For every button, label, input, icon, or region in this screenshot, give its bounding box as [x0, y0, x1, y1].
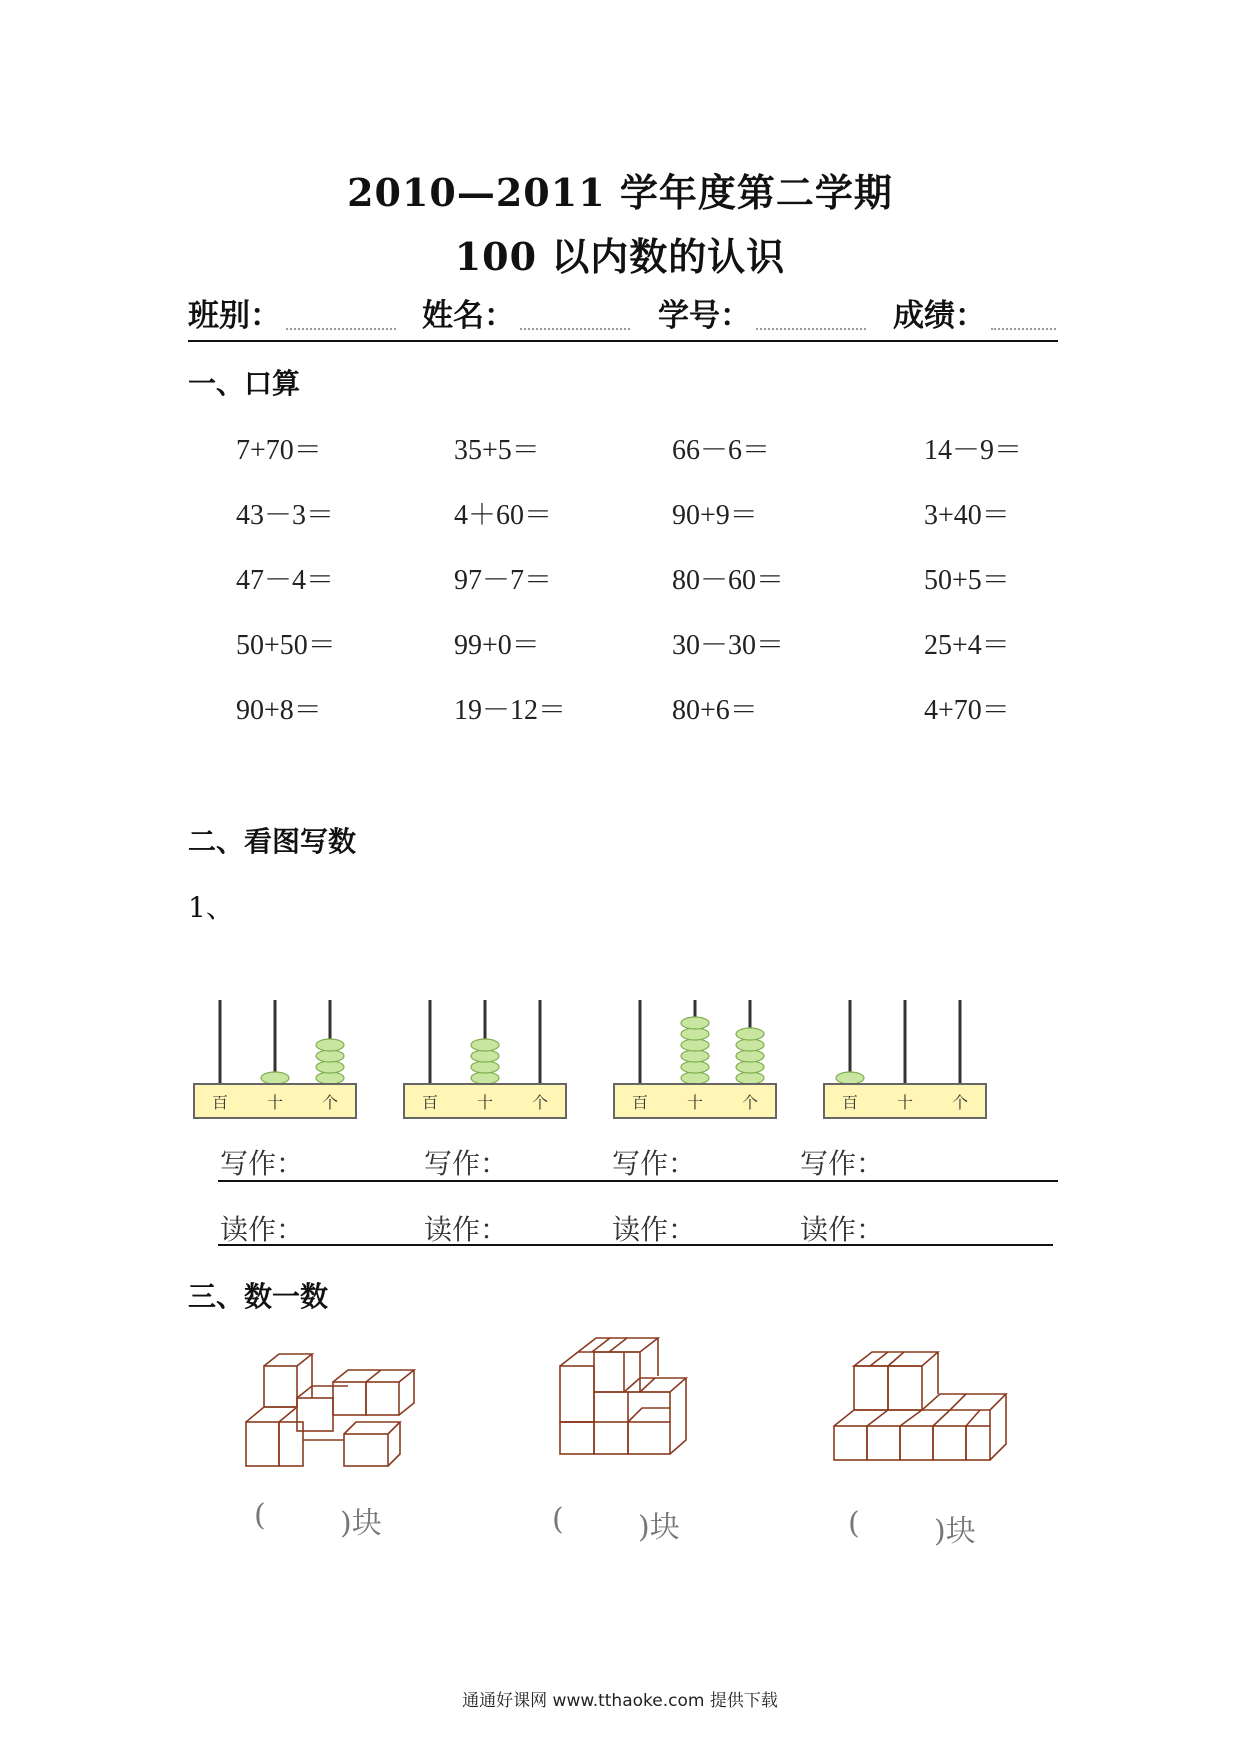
cube-figure — [550, 1336, 700, 1486]
problem: 47－4＝ — [236, 565, 335, 596]
name-label: 姓名： — [422, 298, 515, 334]
answer-blank[interactable] — [570, 1502, 632, 1542]
read-label: 读作： — [800, 1215, 885, 1246]
cube-figure — [830, 1336, 1010, 1486]
problem: 50+5＝ — [924, 565, 1010, 596]
write-label: 写作： — [220, 1149, 305, 1180]
abacus-bead — [261, 1072, 289, 1084]
abacus-bead — [836, 1072, 864, 1084]
score-label: 成绩： — [893, 298, 986, 334]
footer-source: 通通好课网 www.tthaoke.com 提供下载 — [462, 1691, 778, 1711]
section-title-count-blocks: 三、数一数 — [188, 1280, 329, 1313]
problem: 80+6＝ — [672, 695, 758, 726]
problem: 43－3＝ — [236, 500, 335, 531]
abacus-bead — [681, 1050, 709, 1062]
write-label: 写作： — [612, 1149, 697, 1180]
answer-blank[interactable] — [866, 1506, 928, 1546]
read-answer-line[interactable] — [218, 1244, 1053, 1246]
abacus — [400, 998, 570, 1126]
answer-open-paren: ( — [254, 1498, 266, 1533]
abacus-place-label: 百 — [421, 1093, 439, 1112]
problem: 30－30＝ — [672, 630, 785, 661]
answer-close-paren: )块 — [340, 1506, 382, 1541]
problem: 97－7＝ — [454, 565, 553, 596]
abacus-bead — [736, 1050, 764, 1062]
abacus-bead — [736, 1072, 764, 1084]
abacus-place-label: 百 — [841, 1093, 859, 1112]
abacus-bead — [316, 1050, 344, 1062]
answer-open-paren: ( — [848, 1506, 860, 1541]
page-subtitle: 100 以内数的认识 — [454, 234, 786, 279]
abacus — [610, 998, 780, 1126]
abacus — [820, 998, 990, 1126]
abacus-bead — [681, 1017, 709, 1029]
answer-close-paren: )块 — [934, 1514, 976, 1549]
abacus-place-label: 百 — [631, 1093, 649, 1112]
class-label: 班别： — [188, 298, 281, 334]
read-label: 读作： — [612, 1215, 697, 1246]
problem: 50+50＝ — [236, 630, 336, 661]
abacus-bead — [736, 1061, 764, 1073]
problem: 90+8＝ — [236, 695, 322, 726]
abacus-bead — [681, 1072, 709, 1084]
problem: 19－12＝ — [454, 695, 567, 726]
answer-close-paren: )块 — [638, 1510, 680, 1545]
abacus-place-label: 个 — [531, 1093, 549, 1112]
abacus-bead — [681, 1039, 709, 1051]
abacus-bead — [681, 1028, 709, 1040]
page-title: 2010—2011 学年度第二学期 — [347, 170, 893, 215]
abacus — [190, 998, 360, 1126]
abacus-place-label: 十 — [686, 1093, 704, 1112]
class-field[interactable] — [286, 326, 396, 330]
student-number-field[interactable] — [756, 326, 866, 330]
abacus-place-label: 十 — [896, 1093, 914, 1112]
problem: 14－9＝ — [924, 435, 1023, 466]
problem: 99+0＝ — [454, 630, 540, 661]
problem: 90+9＝ — [672, 500, 758, 531]
problem: 4＋60＝ — [454, 500, 553, 531]
student-info-row — [188, 290, 1058, 342]
abacus-place-label: 十 — [476, 1093, 494, 1112]
read-label: 读作： — [424, 1215, 509, 1246]
abacus-bead — [471, 1072, 499, 1084]
abacus-bead — [736, 1039, 764, 1051]
abacus-place-label: 个 — [951, 1093, 969, 1112]
abacus-bead — [681, 1061, 709, 1073]
section-title-read-write-numbers: 二、看图写数 — [188, 825, 357, 858]
abacus-bead — [471, 1039, 499, 1051]
abacus-place-label: 百 — [211, 1093, 229, 1112]
student-number-label: 学号： — [658, 298, 751, 334]
problem: 66－6＝ — [672, 435, 771, 466]
write-answer-line[interactable] — [218, 1180, 1058, 1182]
abacus-bead — [316, 1072, 344, 1084]
write-label: 写作： — [800, 1149, 885, 1180]
score-field[interactable] — [991, 326, 1056, 330]
problem: 4+70＝ — [924, 695, 1010, 726]
abacus-bead — [736, 1028, 764, 1040]
abacus-bead — [316, 1039, 344, 1051]
abacus-bead — [316, 1061, 344, 1073]
problem: 35+5＝ — [454, 435, 540, 466]
write-label: 写作： — [424, 1149, 509, 1180]
abacus-bead — [471, 1050, 499, 1062]
section-title-mental-math: 一、口算 — [188, 367, 301, 400]
abacus-place-label: 十 — [266, 1093, 284, 1112]
cube-figure — [240, 1340, 420, 1480]
question-number: 1、 — [188, 891, 234, 924]
problem: 25+4＝ — [924, 630, 1010, 661]
answer-blank[interactable] — [272, 1498, 334, 1538]
abacus-bead — [471, 1061, 499, 1073]
problem: 7+70＝ — [236, 435, 322, 466]
name-field[interactable] — [520, 326, 630, 330]
abacus-place-label: 个 — [741, 1093, 759, 1112]
abacus-place-label: 个 — [321, 1093, 339, 1112]
answer-open-paren: ( — [552, 1502, 564, 1537]
problem: 80－60＝ — [672, 565, 785, 596]
read-label: 读作： — [220, 1215, 305, 1246]
problem: 3+40＝ — [924, 500, 1010, 531]
